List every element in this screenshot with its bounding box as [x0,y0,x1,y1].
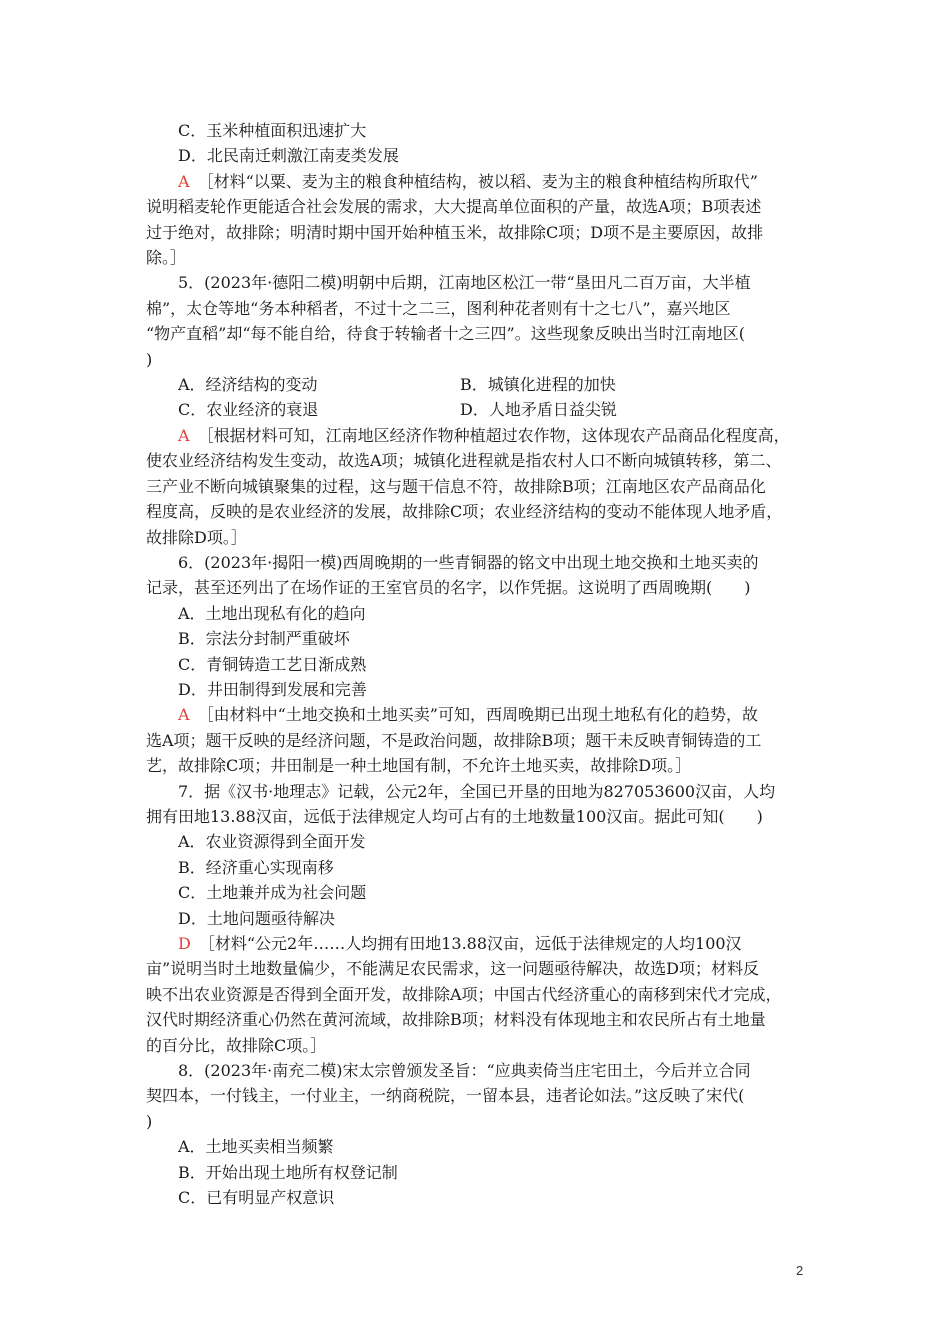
page-number: 2 [796,1263,804,1278]
q8-option-c: C．已有明显产权意识 [178,1188,335,1208]
q7-option-b: B．经济重心实现南移 [178,857,334,877]
q4-option-c: C．玉米种植面积迅速扩大 [178,121,367,140]
q8-option-a: A．土地买卖相当频繁 [178,1137,334,1157]
q4-option-d: D．北民南迁刺激江南麦类发展 [178,146,399,166]
q6-explanation-line: 艺，故排除C项；井田制是一种土地国有制，不允许土地买卖，故排除D项。］ [146,756,692,776]
page-content [146,118,810,1210]
q6-explanation: A ［由材料中“土地交换和土地买卖”可知，西周晚期已出现土地私有化的趋势，故 [178,705,758,725]
q8-stem-line: ) [146,1111,153,1131]
q4-explanation-line: 过于绝对，故排除；明清时期中国开始种植玉米，故排除C项；D项不是主要原因，故排 [146,222,764,242]
q7-stem-line: 拥有田地13.88汉亩，远低于法律规定人均可占有的土地数量100汉亩。据此可知( ) [146,806,763,826]
q7-stem: 7．据《汉书·地理志》记载，公元2年，全国已开垦的田地为827053600汉亩，人均 [178,781,776,801]
q4-answer-key: A [178,171,190,191]
q5-option-d: D．人地矛盾日益尖锐 [460,400,617,420]
q6-option-c: C．青铜铸造工艺日渐成熟 [178,654,367,674]
q7-answer-key: D [178,934,191,953]
q4-explanation-line: 说明稻麦轮作更能适合社会发展的需求，大大提高单位面积的产量，故选A项；B项表述 [146,197,762,217]
q6-option-d: D．井田制得到发展和完善 [178,679,367,699]
q5-answer-key: A [178,425,190,445]
q6-stem-line: 记录，甚至还列出了在场作证的王室官员的名字，以作凭据。这说明了西周晚期( ) [146,578,751,598]
q5-option-a: A．经济结构的变动 [178,375,318,395]
q8-stem-line: 契四本，一付钱主，一付业主，一纳商税院，一留本县，违者论如法。”这反映了宋代( [146,1086,745,1106]
q7-explanation-line: 汉代时期经济重心仍然在黄河流域，故排除B项；材料没有体现地主和农民所占有土地量 [146,1010,766,1030]
q4-explanation-line: 除。］ [146,248,187,268]
q6-stem: 6．(2023年·揭阳一模)西周晚期的一些青铜器的铭文中出现土地交换和土地买卖的 [178,552,759,572]
q6-explanation-line: 选A项；题干反映的是经济问题，不是政治问题，故排除B项；题干未反映青铜铸造的工 [146,730,762,750]
q5-explanation-line: 程度高，反映的是农业经济的发展，故排除C项；农业经济结构的变动不能体现人地矛盾， [146,502,783,522]
q5-stem-line: “物产直稻”却“每不能自给，待食于转输者十之三四”。这些现象反映出当时江南地区( [146,324,745,344]
q7-option-d: D．土地问题亟待解决 [178,908,335,928]
q5-explanation-line: 故排除D项。］ [146,527,247,547]
q5-explanation: A ［根据材料可知，江南地区经济作物种植超过农作物，这体现农产品商品化程度高， [178,425,790,445]
q4-explanation: A ［材料“以粟、麦为主的粮食种植结构，被以稻、麦为主的粮食种植结构所取代” [178,171,758,191]
q5-option-b: B．城镇化进程的加快 [460,375,616,395]
q7-explanation-line: 亩”说明当时土地数量偏少，不能满足农民需求，这一问题亟待解决，故选D项；材料反 [146,959,760,979]
q5-stem: 5．(2023年·德阳二模)明朝中后期，江南地区松江一带“垦田凡二百万亩，大半植 [178,273,751,293]
q7-explanation-line: 映不出农业资源是否得到全面开发，故排除A项；中国古代经济重心的南移到宋代才完成， [146,984,782,1004]
q6-option-a: A．土地出现私有化的趋向 [178,603,366,623]
q6-option-b: B．宗法分封制严重破坏 [178,629,350,649]
q5-stem-line: ) [146,349,153,369]
q7-explanation-line: 的百分比，故排除C项。］ [146,1035,327,1055]
q5-option-c: C．农业经济的衰退 [178,400,319,420]
q5-explanation-line: 使农业经济结构发生变动，故选A项；城镇化进程就是指农村人口不断向城镇转移，第二、 [146,451,782,471]
q8-option-b: B．开始出现土地所有权登记制 [178,1162,398,1182]
q6-answer-key: A [178,705,190,725]
q7-option-a: A．农业资源得到全面开发 [178,832,366,852]
q5-stem-line: 棉”，太仓等地“务本种稻者，不过十之二三，图利种花者则有十之七八”，嘉兴地区 [146,298,731,318]
q5-explanation-line: 三产业不断向城镇聚集的过程，这与题干信息不符，故排除B项；江南地区农产品商品化 [146,476,766,496]
q8-stem: 8．(2023年·南充二模)宋太宗曾颁发圣旨：“应典卖倚当庄宅田土，今后并立合同 [178,1061,751,1081]
q7-option-c: C．土地兼并成为社会问题 [178,883,367,903]
q7-explanation: D ［材料“公元2年……人均拥有田地13.88汉亩，远低于法律规定的人均100汉 [178,934,742,953]
